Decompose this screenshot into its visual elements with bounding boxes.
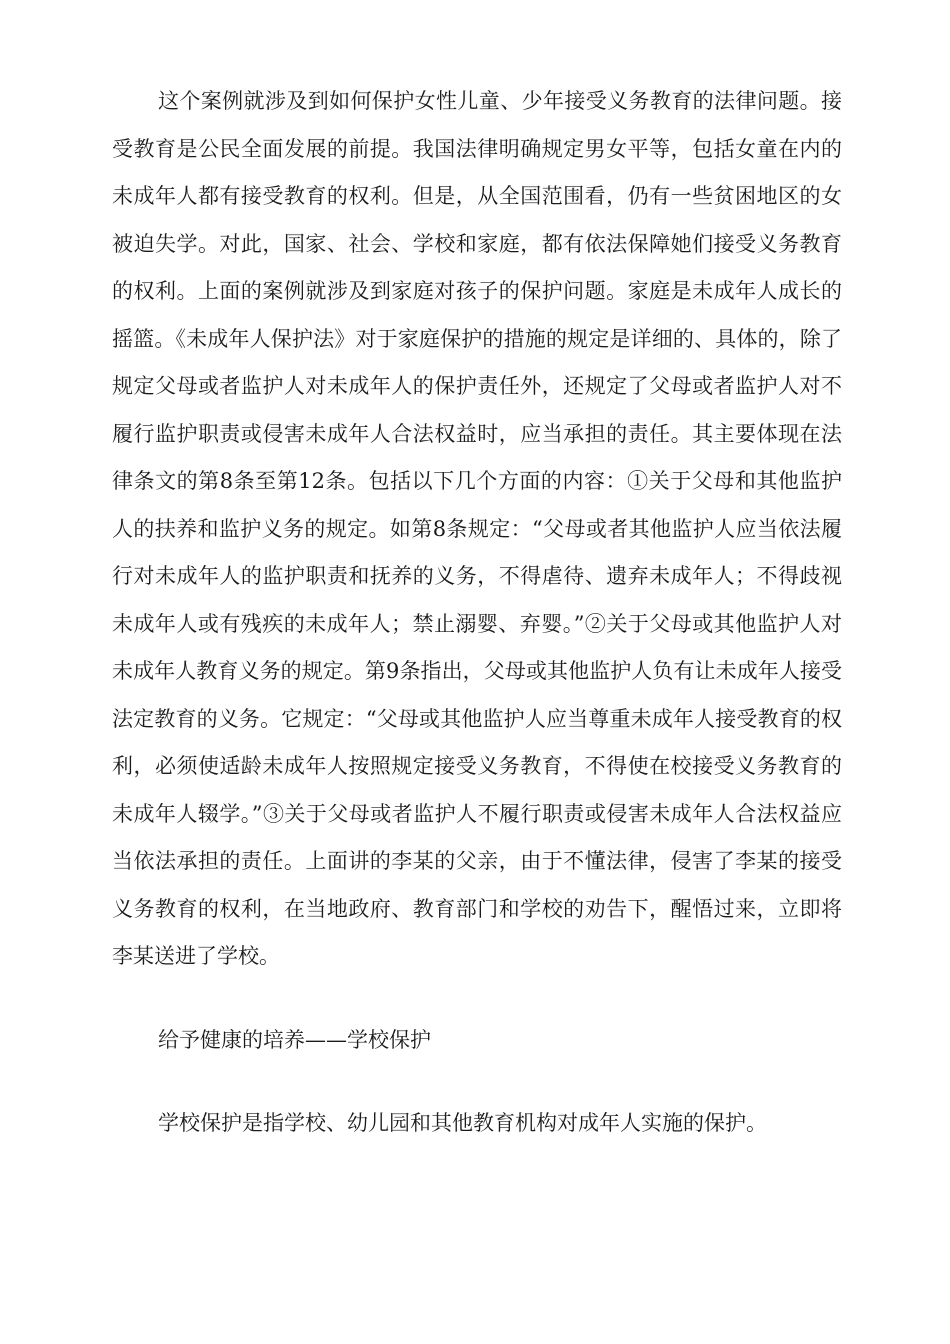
document-body: [112, 78, 842, 1148]
body-paragraph: 这个案例就涉及到如何保护女性儿童、少年接受义务教育的法律问题。接受教育是公民全面发展的前提。我国法律明确规定男女平等，包括女童在内的未成年人都有接受教育的权利。但是，从全国范围看，仍有一些贫困地区的女被迫失学。对此，国家、社会、学校和家庭，都有依法保障她们接受义务教育的权利。上面的案例就涉及到家庭对孩子的保护问题。家庭是未成年人成长的摇篮。《未成年人保护法》对于家庭保护的措施的规定是详细的、具体的，除了规定父母或者监护人对未成年人的保护责任外，还规定了父母或者监护人对不履行监护职责或侵害未成年人合法权益时，应当承担的责任。其主要体现在法律条文的第8条至第12条。包括以下几个方面的内容：①关于父母和其他监护人的扶养和监护义务的规定。如第8条规定：“父母或者其他监护人应当依法履行对未成年人的监护职责和抚养的义务，不得虐待、遗弃未成年人；不得歧视未成年人或有残疾的未成年人；禁止溺婴、弃婴。”②关于父母或其他监护人对未成年人教育义务的规定。第9条指出，父母或其他监护人负有让未成年人接受法定教育的义务。它规定：“父母或其他监护人应当尊重未成年人接受教育的权利，必须使适龄未成年人按照规定接受义务教育，不得使在校接受义务教育的未成年人辍学。”③关于父母或者监护人不履行职责或侵害未成年人合法权益应当依法承担的责任。上面讲的李某的父亲，由于不懂法律，侵害了李某的接受义务教育的权利，在当地政府、教育部门和学校的劝告下，醒悟过来，立即将李某送进了学校。: [112, 89, 842, 968]
section-heading: 给予健康的培养——学校保护: [158, 1027, 431, 1052]
closing-paragraph: 学校保护是指学校、幼儿园和其他教育机构对成年人实施的保护。: [158, 1111, 767, 1135]
